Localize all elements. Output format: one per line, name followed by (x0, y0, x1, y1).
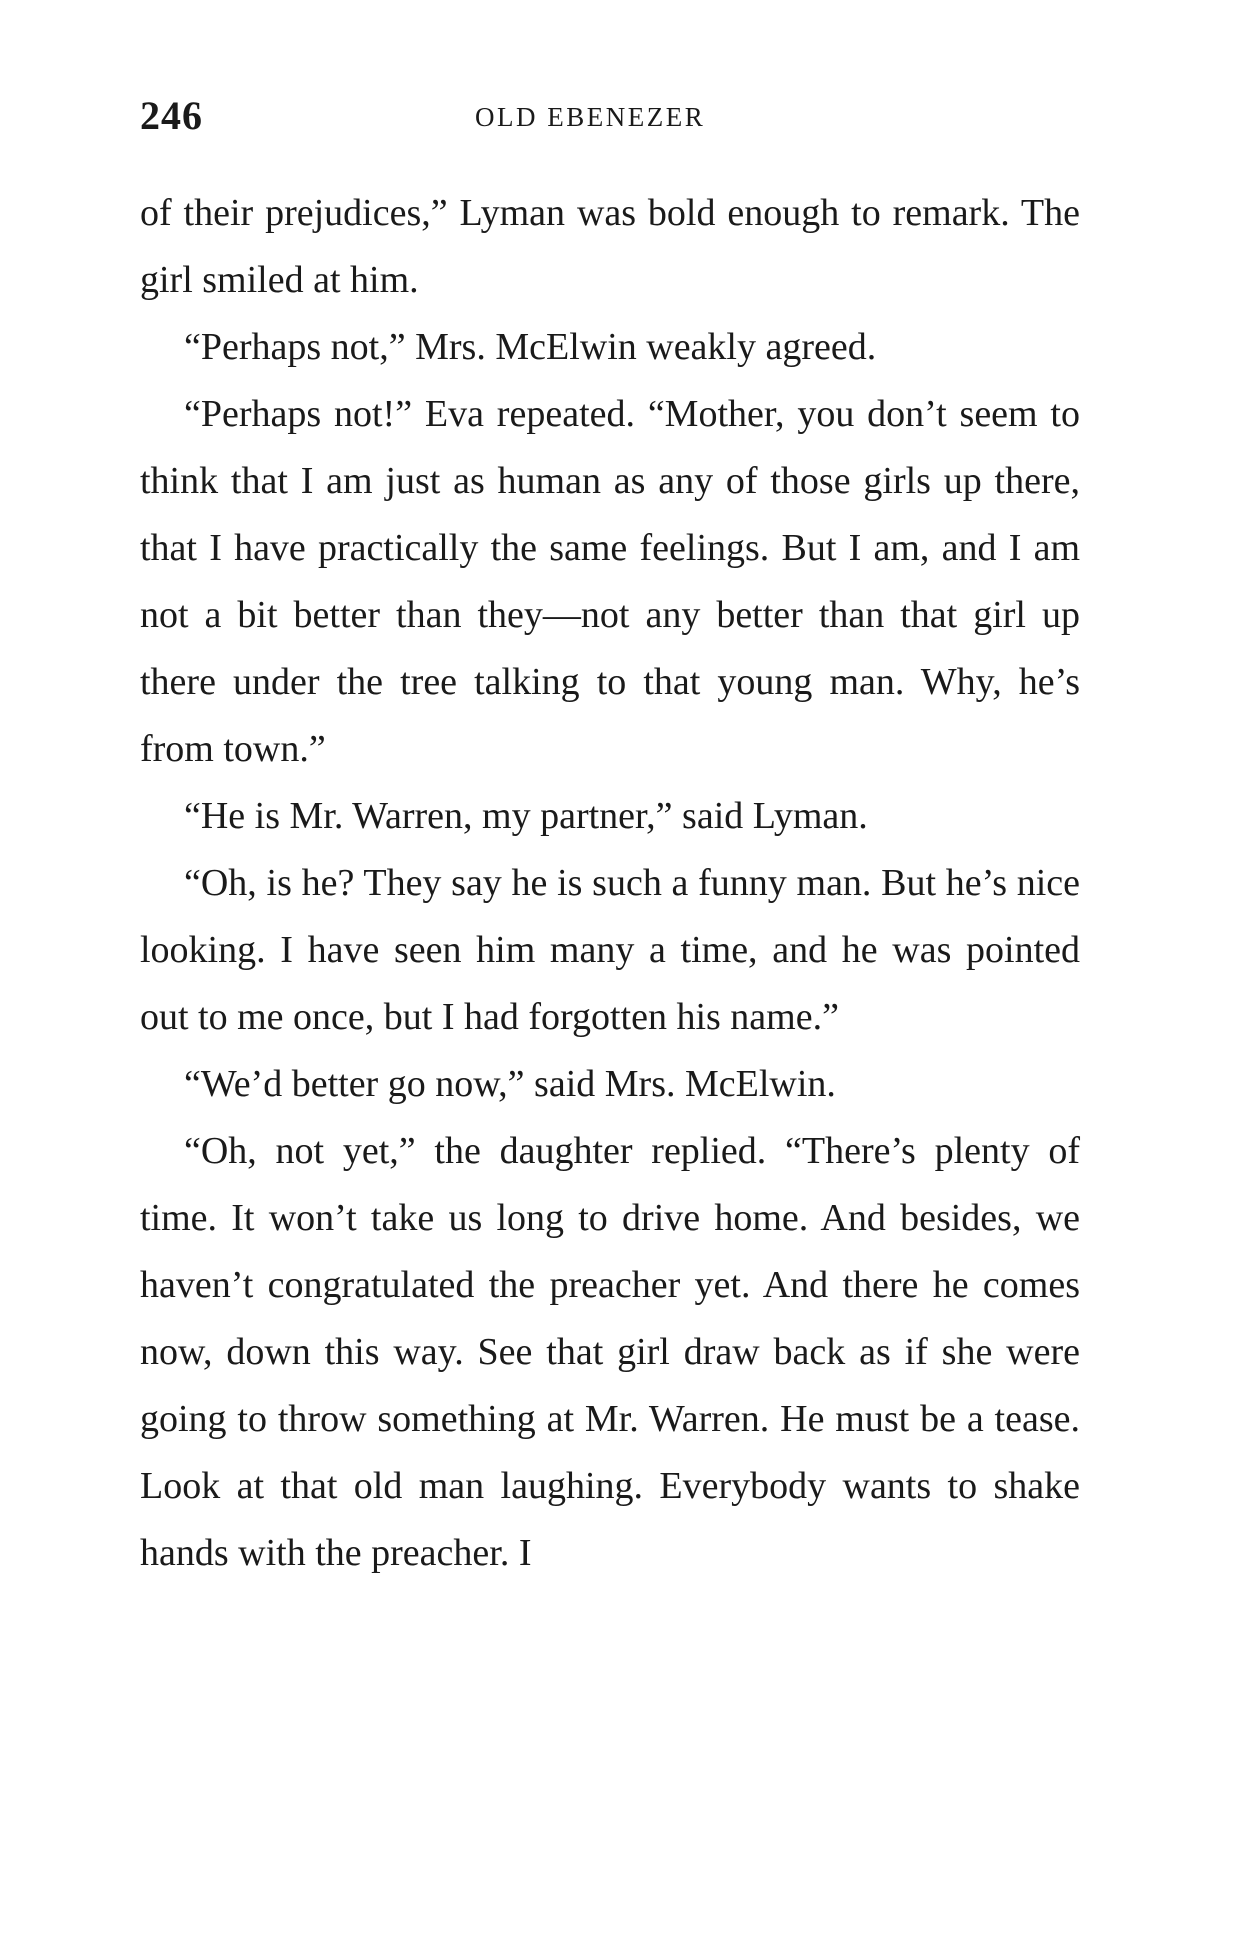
paragraph: “Oh, is he? They say he is such a funny man. But he’s nice looking. I have seen him many a time, and he was pointed out to me once, but I had forgotten his name.” (140, 862, 1080, 1038)
paragraph: “We’d better go now,” said Mrs. McElwin. (184, 1063, 836, 1105)
paragraph: “Oh, not yet,” the daughter replied. “There’s plenty of time. It won’t take us long to drive home. And besides, we haven’t congratulated the preacher yet. And there he comes now, down this way. See that girl draw back as if she were going to throw something at Mr. Warren. He must be a tease. Look at that old man laughing. Everybody wants to shake hands with the preacher. I (140, 1130, 1080, 1574)
body-text (140, 180, 1080, 1587)
running-title: OLD EBENEZER (475, 102, 706, 132)
paragraph: “Perhaps not,” Mrs. McElwin weakly agreed. (184, 326, 877, 368)
page-number: 246 (140, 93, 203, 138)
paragraph: “He is Mr. Warren, my partner,” said Lyman. (184, 795, 868, 837)
running-head (140, 92, 1080, 142)
paragraph-continuation: of their prejudices,” Lyman was bold enough to remark. The girl smiled at him. (140, 192, 1080, 301)
paragraph: “Perhaps not!” Eva repeated. “Mother, you don’t seem to think that I am just as human as any of those girls up there, that I have practically the same feelings. But I am, and I am not a bit better than they—not any better than that girl up there under the tree talking to that young man. Why, he’s from town.” (140, 393, 1080, 770)
